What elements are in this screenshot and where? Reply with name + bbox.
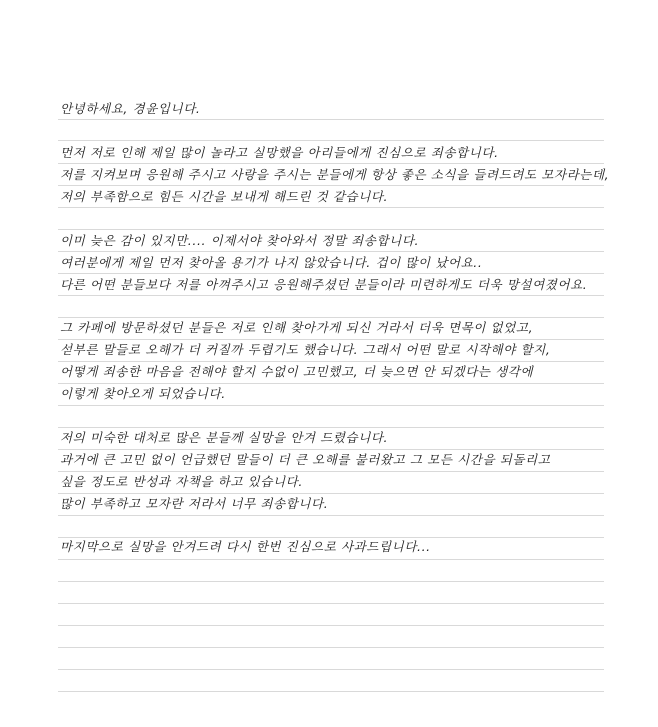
letter-line: 많이 부족하고 모자란 저라서 너무 죄송합니다. [60,496,329,511]
ruled-line [58,691,604,692]
ruled-line [58,427,604,428]
letter-line: 저를 지켜보며 응원해 주시고 사랑을 주시는 분들에게 항상 좋은 소식을 들려드려도 모자라는데, [60,167,610,182]
ruled-line [58,493,604,494]
letter-line: 저의 부족함으로 힘든 시간을 보내게 해드린 것 같습니다. [60,189,389,204]
ruled-line [58,185,604,186]
ruled-line [58,229,604,230]
ruled-line [58,647,604,648]
letter-line: 여러분에게 제일 먼저 찾아올 용기가 나지 않았습니다. 겁이 많이 났어요.. [60,255,483,270]
ruled-line [58,317,604,318]
ruled-line [58,251,604,252]
ruled-line [58,581,604,582]
letter-line: 저의 미숙한 대처로 많은 분들께 실망을 안겨 드렸습니다. [60,430,389,445]
ruled-line [58,163,604,164]
ruled-line [58,273,604,274]
letter-line: 이미 늦은 감이 있지만.... 이제서야 찾아와서 정말 죄송합니다. [60,233,420,248]
ruled-line [58,537,604,538]
ruled-line [58,207,604,208]
ruled-line [58,559,604,560]
letter-line: 먼저 저로 인해 제일 많이 놀라고 실망했을 아리들에게 진심으로 죄송합니다. [60,145,499,160]
ruled-line [58,515,604,516]
ruled-line [58,140,604,141]
letter-closing: 마지막으로 실망을 안겨드려 다시 한번 진심으로 사과드립니다... [60,539,431,554]
ruled-line [58,339,604,340]
ruled-line [58,383,604,384]
letter-line: 싶을 정도로 반성과 자책을 하고 있습니다. [60,474,303,489]
ruled-line [58,449,604,450]
ruled-line [58,119,604,120]
ruled-line [58,295,604,296]
letter-line: 섣부른 말들로 오해가 더 커질까 두렵기도 했습니다. 그래서 어떤 말로 시작해야 할지, [60,342,551,357]
ruled-line [58,405,604,406]
ruled-line [58,471,604,472]
ruled-line [58,669,604,670]
ruled-line [58,361,604,362]
letter-line: 어떻게 죄송한 마음을 전해야 할지 수없이 고민했고, 더 늦으면 안 되겠다는 생각에 [60,364,534,379]
letter-line: 다른 어떤 분들보다 저를 아껴주시고 응원해주셨던 분들이라 미련하게도 더욱 망설여졌어요. [60,277,588,292]
ruled-line [58,625,604,626]
letter-line: 과거에 큰 고민 없이 언급했던 말들이 더 큰 오해를 불러왔고 그 모든 시간을 되돌리고 [60,452,551,467]
letter-greeting: 안녕하세요, 경윤입니다. [60,101,201,116]
letter-line: 이렇게 찾아오게 되었습니다. [60,386,226,401]
letter-line: 그 카페에 방문하셨던 분들은 저로 인해 찾아가게 되신 거라서 더욱 면목이 없었고, [60,320,534,335]
ruled-line [58,603,604,604]
